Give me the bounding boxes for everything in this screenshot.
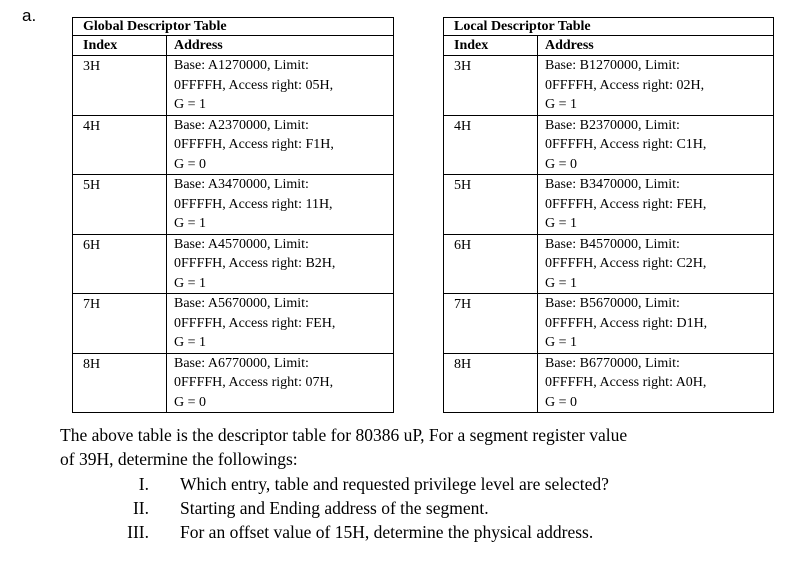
gdt-address-line2: 0FFFFH, Access right: B2H, xyxy=(174,256,336,271)
gdt-address-cell xyxy=(167,56,394,116)
gdt-address-line2: 0FFFFH, Access right: FEH, xyxy=(174,315,336,331)
ldt-address-line3: G = 1 xyxy=(545,216,578,231)
ldt-index-cell: 3H xyxy=(444,56,538,116)
ldt-address-line3: G = 0 xyxy=(545,394,578,410)
ldt-address-cell xyxy=(538,353,774,413)
gdt-address-line2: 0FFFFH, Access right: F1H, xyxy=(174,137,334,152)
gdt-index-cell: 8H xyxy=(73,353,167,413)
gdt-address-line1: Base: A2370000, Limit: xyxy=(174,117,309,133)
global-descriptor-table xyxy=(72,17,394,413)
ldt-address-line1: Base: B4570000, Limit: xyxy=(545,236,680,252)
ldt-index-header: Index xyxy=(444,36,538,56)
gdt-address-line2: 0FFFFH, Access right: 11H, xyxy=(174,196,333,212)
ldt-address-cell xyxy=(538,175,774,235)
gdt-address-cell xyxy=(167,353,394,413)
gdt-address-line2: 0FFFFH, Access right: 07H, xyxy=(174,375,334,390)
ldt-row xyxy=(444,294,774,354)
ldt-row xyxy=(444,56,774,116)
gdt-address-cell xyxy=(167,115,394,175)
ldt-row xyxy=(444,115,774,175)
question-item xyxy=(0,496,796,520)
ldt-address-line1: Base: B2370000, Limit: xyxy=(545,117,680,133)
ldt-address-line2: 0FFFFH, Access right: C1H, xyxy=(545,137,707,152)
gdt-index-header: Index xyxy=(73,36,167,56)
ldt-address-line3: G = 0 xyxy=(545,156,578,172)
gdt-row xyxy=(73,115,394,175)
gdt-address-line2: 0FFFFH, Access right: 05H, xyxy=(174,77,334,93)
gdt-index-cell: 3H xyxy=(73,56,167,116)
gdt-address-line3: G = 1 xyxy=(174,275,207,291)
gdt-address-line3: G = 0 xyxy=(174,394,207,410)
gdt-address-line1: Base: A3470000, Limit: xyxy=(174,177,309,192)
ldt-address-line1: Base: B5670000, Limit: xyxy=(545,296,680,311)
ldt-row xyxy=(444,234,774,294)
question-line-1: The above table is the descriptor table for 80386 uP, For a segment register value xyxy=(60,425,628,445)
gdt-index-cell: 6H xyxy=(73,234,167,294)
gdt-address-cell xyxy=(167,234,394,294)
ldt-address-line3: G = 1 xyxy=(545,97,578,112)
ldt-address-line2: 0FFFFH, Access right: 02H, xyxy=(545,77,705,93)
gdt-row xyxy=(73,234,394,294)
gdt-address-line3: G = 1 xyxy=(174,216,207,231)
ldt-index-cell: 8H xyxy=(444,353,538,413)
ldt-address-line2: 0FFFFH, Access right: A0H, xyxy=(545,375,707,390)
ldt-row xyxy=(444,353,774,413)
ldt-row xyxy=(444,175,774,235)
ldt-address-line2: 0FFFFH, Access right: C2H, xyxy=(545,256,707,271)
question-line-2: of 39H, determine the followings: xyxy=(60,449,298,469)
question-number: I. xyxy=(138,474,149,494)
question-list xyxy=(0,472,796,544)
gdt-address-line3: G = 1 xyxy=(174,97,207,112)
gdt-address-line3: G = 0 xyxy=(174,156,207,172)
gdt-title: Global Descriptor Table xyxy=(73,18,394,36)
ldt-address-cell xyxy=(538,234,774,294)
gdt-row xyxy=(73,175,394,235)
question-number: III. xyxy=(127,522,149,542)
ldt-index-cell: 7H xyxy=(444,294,538,354)
ldt-address-line2: 0FFFFH, Access right: FEH, xyxy=(545,196,707,212)
ldt-address-cell xyxy=(538,294,774,354)
ldt-body xyxy=(444,56,774,413)
gdt-address-line1: Base: A1270000, Limit: xyxy=(174,58,309,73)
gdt-body xyxy=(73,56,394,413)
ldt-index-cell: 5H xyxy=(444,175,538,235)
question-item-text: Starting and Ending address of the segment. xyxy=(180,498,489,518)
section-label: a. xyxy=(22,6,37,25)
ldt-address-line1: Base: B1270000, Limit: xyxy=(545,58,680,73)
question-item xyxy=(0,520,796,544)
ldt-address-line3: G = 1 xyxy=(545,335,578,350)
question-item-text: For an offset value of 15H, determine the physical address. xyxy=(180,522,594,542)
ldt-index-cell: 6H xyxy=(444,234,538,294)
ldt-address-line2: 0FFFFH, Access right: D1H, xyxy=(545,315,708,331)
gdt-index-cell: 5H xyxy=(73,175,167,235)
question-item xyxy=(0,472,796,496)
gdt-row xyxy=(73,353,394,413)
gdt-address-cell xyxy=(167,175,394,235)
gdt-address-line1: Base: A4570000, Limit: xyxy=(174,236,309,252)
question-number: II. xyxy=(132,498,149,518)
ldt-address-line1: Base: B6770000, Limit: xyxy=(545,355,680,371)
ldt-title: Local Descriptor Table xyxy=(444,18,774,36)
gdt-index-cell: 7H xyxy=(73,294,167,354)
gdt-address-line1: Base: A5670000, Limit: xyxy=(174,296,309,311)
ldt-address-header: Address xyxy=(538,36,774,56)
gdt-address-cell xyxy=(167,294,394,354)
ldt-address-line3: G = 1 xyxy=(545,275,578,291)
ldt-address-line1: Base: B3470000, Limit: xyxy=(545,177,680,192)
gdt-address-line1: Base: A6770000, Limit: xyxy=(174,355,309,371)
gdt-row xyxy=(73,294,394,354)
question-text xyxy=(60,423,760,471)
ldt-index-cell: 4H xyxy=(444,115,538,175)
gdt-row xyxy=(73,56,394,116)
question-item-text: Which entry, table and requested privilege level are selected? xyxy=(180,474,609,494)
gdt-address-header: Address xyxy=(167,36,394,56)
ldt-address-cell xyxy=(538,56,774,116)
ldt-address-cell xyxy=(538,115,774,175)
gdt-index-cell: 4H xyxy=(73,115,167,175)
local-descriptor-table xyxy=(443,17,774,413)
gdt-address-line3: G = 1 xyxy=(174,335,207,350)
